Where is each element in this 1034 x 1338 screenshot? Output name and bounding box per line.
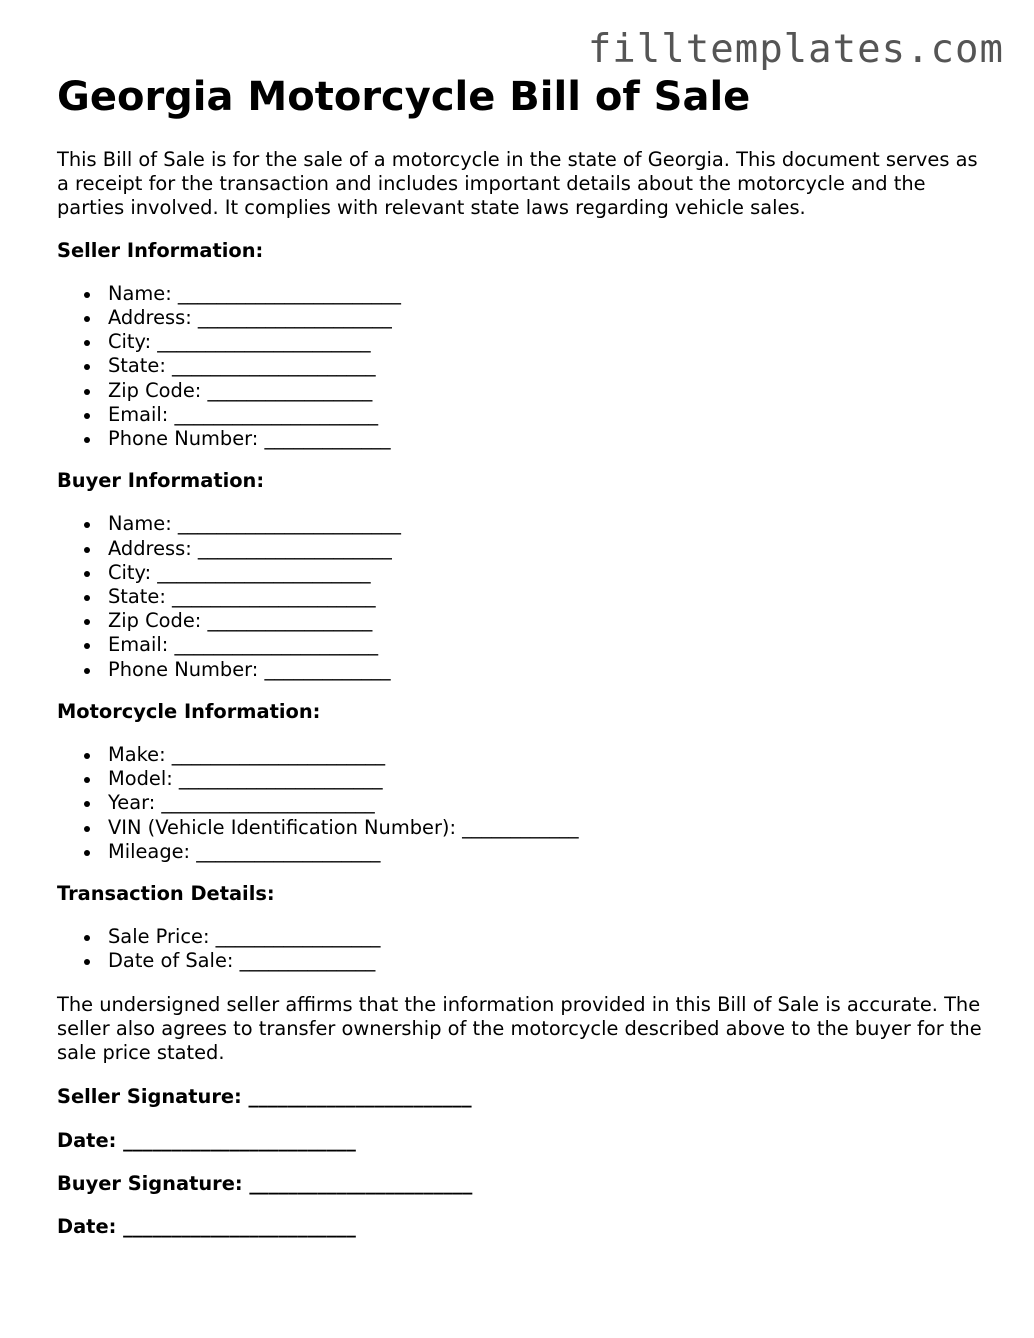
seller-city-field: City: ______________________ <box>108 330 987 354</box>
seller-heading: Seller Information: <box>57 238 264 262</box>
motorcycle-year-field: Year: ______________________ <box>108 791 987 815</box>
seller-email-field: Email: _____________________ <box>108 403 987 427</box>
buyer-fields-list <box>57 512 987 681</box>
transaction-fields-list <box>57 925 987 973</box>
motorcycle-mileage-field: Mileage: ___________________ <box>108 840 987 864</box>
buyer-name-field: Name: _______________________ <box>108 512 987 536</box>
document-page <box>57 74 987 1239</box>
affirmation-paragraph: The undersigned seller affirms that the information provided in this Bill of Sale is accurate. The seller also agrees to transfer ownership of the motorcycle described above to the buyer for the sale price stated. <box>57 992 982 1065</box>
buyer-zip-field: Zip Code: _________________ <box>108 609 987 633</box>
seller-address-field: Address: ____________________ <box>108 306 987 330</box>
seller-fields-list <box>57 282 987 451</box>
buyer-signature-line: Buyer Signature: _______________________ <box>57 1171 473 1195</box>
buyer-email-field: Email: _____________________ <box>108 633 987 657</box>
buyer-state-field: State: _____________________ <box>108 585 987 609</box>
seller-state-field: State: _____________________ <box>108 354 987 378</box>
motorcycle-heading: Motorcycle Information: <box>57 699 321 723</box>
buyer-city-field: City: ______________________ <box>108 561 987 585</box>
seller-zip-field: Zip Code: _________________ <box>108 379 987 403</box>
seller-signature-line: Seller Signature: _______________________ <box>57 1085 472 1109</box>
document-title: Georgia Motorcycle Bill of Sale <box>57 74 751 120</box>
seller-name-field: Name: _______________________ <box>108 282 987 306</box>
buyer-phone-field: Phone Number: _____________ <box>108 658 987 682</box>
intro-paragraph: This Bill of Sale is for the sale of a motorcycle in the state of Georgia. This document serves as a receipt for the transaction and includes important details about the motorcycle and the parties involved. It complies with relevant state laws regarding vehicle sales. <box>57 148 978 220</box>
motorcycle-vin-field: VIN (Vehicle Identification Number): ____________ <box>108 816 987 840</box>
seller-phone-field: Phone Number: _____________ <box>108 427 987 451</box>
transaction-heading: Transaction Details: <box>57 882 275 906</box>
buyer-date-line: Date: ________________________ <box>57 1214 356 1238</box>
watermark: filltemplates.com <box>587 27 1004 72</box>
date-of-sale-field: Date of Sale: ______________ <box>108 949 987 973</box>
buyer-heading: Buyer Information: <box>57 469 265 493</box>
motorcycle-make-field: Make: ______________________ <box>108 743 987 767</box>
seller-date-line: Date: ________________________ <box>57 1128 356 1152</box>
sale-price-field: Sale Price: _________________ <box>108 925 987 949</box>
motorcycle-model-field: Model: _____________________ <box>108 767 987 791</box>
buyer-address-field: Address: ____________________ <box>108 537 987 561</box>
motorcycle-fields-list <box>57 743 987 864</box>
